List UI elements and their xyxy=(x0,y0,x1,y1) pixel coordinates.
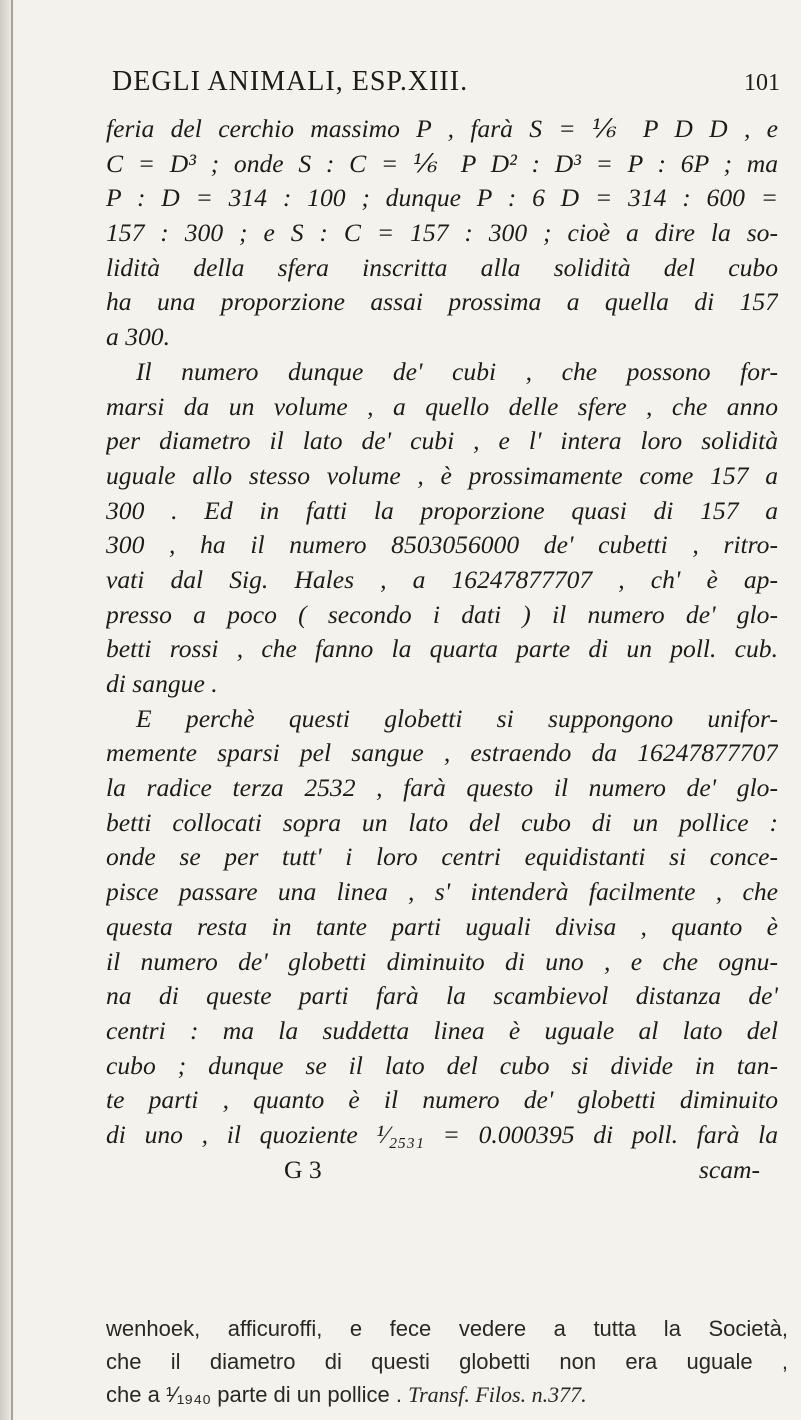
page-number: 101 xyxy=(744,70,780,96)
running-head: DEGLI ANIMALI, ESP.XIII. xyxy=(112,66,469,97)
footnote-line: che il diametro di questi globetti non era uguale , xyxy=(106,1349,788,1374)
footnote-source: Transf. Filos. n.377. xyxy=(408,1382,587,1407)
text-line: per diametro il lato de' cubi , e l' intera loro solidità xyxy=(106,426,778,456)
signature-line xyxy=(106,1153,778,1188)
text-line: memente sparsi pel sangue , estraendo da 16247877707 xyxy=(106,738,778,768)
text-line: ha una proporzione assai prossima a quella di 157 xyxy=(106,287,778,317)
text-line: onde se per tutt' i loro centri equidistanti si conce- xyxy=(106,842,778,872)
text-line: di uno , il quoziente ¹⁄₂₅₃₁ = 0.000395 di poll. farà la xyxy=(106,1119,778,1149)
footnote-divider xyxy=(112,1308,780,1309)
text-line: questa resta in tante parti uguali divisa , quanto è xyxy=(106,911,778,941)
text-line: lidità della sfera inscritta alla solidità del cubo xyxy=(106,252,778,282)
page-header xyxy=(112,62,792,102)
text-line: di sangue . xyxy=(106,669,218,698)
catchword: scam- xyxy=(698,1154,760,1184)
text-line: 300 , ha il numero 8503056000 de' cubetti , ritro- xyxy=(106,530,778,560)
binding-edge xyxy=(11,0,13,1420)
text-line: uguale allo stesso volume , è prossimamente come 157 a xyxy=(106,460,778,490)
text-line: betti rossi , che fanno la quarta parte di un poll. cub. xyxy=(106,634,778,664)
text-line: 300 . Ed in fatti la proporzione quasi di 157 a xyxy=(106,495,778,525)
text-line: 157 : 300 ; e S : C = 157 : 300 ; cioè a dire la so- xyxy=(106,218,778,248)
signature-mark: G 3 xyxy=(284,1154,322,1184)
text-line: na di queste parti farà la scambievol distanza de' xyxy=(106,981,778,1011)
text-line: pisce passare una linea , s' intenderà facilmente , che xyxy=(106,877,778,907)
text-line: presso a poco ( secondo i dati ) il numero de' glo- xyxy=(106,599,778,629)
text-line: a 300. xyxy=(106,322,170,352)
text-line: cubo ; dunque se il lato del cubo si divide in tan- xyxy=(106,1050,778,1080)
text-line: betti collocati sopra un lato del cubo di un pollice : xyxy=(106,807,778,837)
footnote xyxy=(106,1312,788,1411)
text-line: C = D³ ; onde S : C = ⅙ P D² : D³ = P : 6P ; ma xyxy=(106,148,778,178)
text-line: marsi da un volume , a quello delle sfere , che anno xyxy=(106,391,778,421)
text-line: la radice terza 2532 , farà questo il numero de' glo- xyxy=(106,773,778,803)
footnote-line: wenhoek, afficuroffi, e fece vedere a tutta la Società, xyxy=(106,1316,788,1341)
text-line: vati dal Sig. Hales , a 16247877707 , ch' è ap- xyxy=(106,564,778,594)
main-text xyxy=(106,112,778,1187)
text-line: il numero de' globetti diminuito di uno , e che ognu- xyxy=(106,946,778,976)
text-line: te parti , quanto è il numero de' globetti diminuito xyxy=(106,1085,778,1115)
footnote-line xyxy=(106,1378,788,1411)
text-line: centri : ma la suddetta linea è uguale al lato del xyxy=(106,1015,778,1045)
paragraph-start: E perchè questi globetti si suppongono unifor- xyxy=(136,703,778,733)
paragraph-start: Il numero dunque de' cubi , che possono for- xyxy=(136,356,778,386)
text-line: P : D = 314 : 100 ; dunque P : 6 D = 314 : 600 = xyxy=(106,183,778,213)
text-line: feria del cerchio massimo P , farà S = ⅙ P D D , e xyxy=(106,114,778,143)
footnote-text: che a ¹⁄₁₉₄₀ parte di un pollice . xyxy=(106,1382,402,1407)
